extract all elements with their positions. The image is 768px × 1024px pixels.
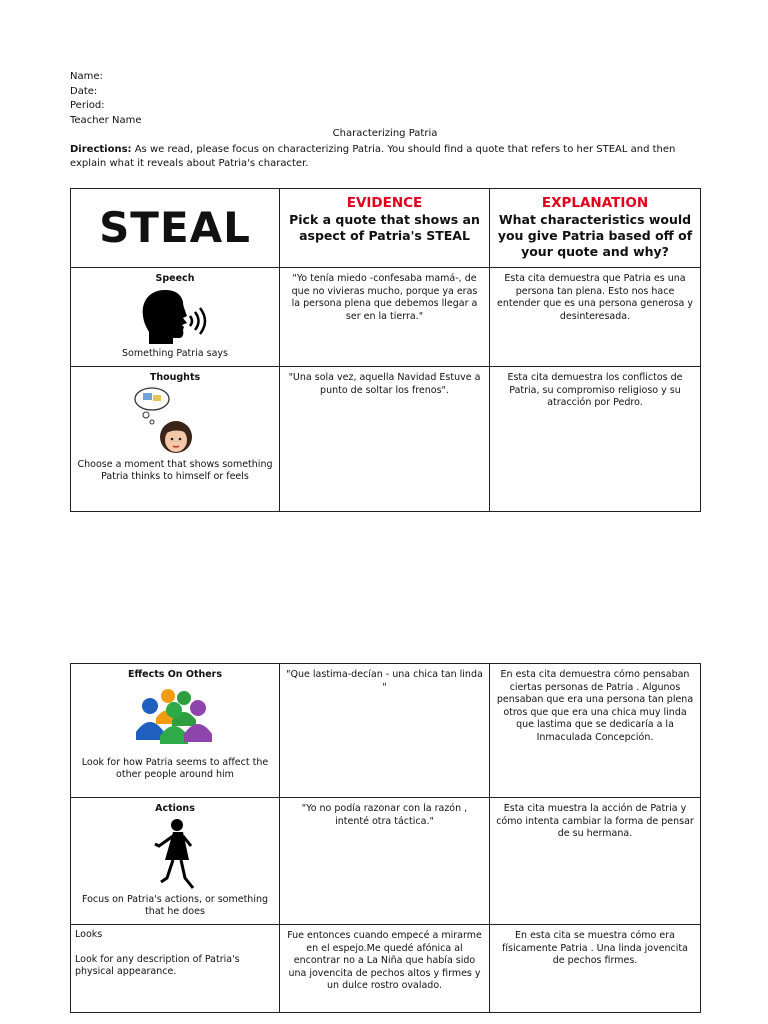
evidence-text: "Yo no podía razonar con la razón , intenté otra táctica."	[301, 803, 468, 827]
table-row	[71, 664, 701, 798]
evidence-cell	[280, 664, 490, 798]
evidence-text: "Yo tenía miedo -confesaba mamá-, de que no vivieras mucho, porque ya eras la persona plena que debemos llegar a ser en la tierra."	[291, 273, 478, 322]
thought-bubble-icon	[135, 388, 169, 424]
category-title: Speech	[155, 273, 195, 284]
steal-table-bottom	[70, 663, 701, 1013]
category-cell-speech	[71, 268, 280, 367]
name-label: Name:	[70, 71, 103, 82]
category-description: Focus on Patria's actions, or something that he does	[81, 893, 269, 917]
directions-label: Directions:	[70, 144, 132, 155]
evidence-cell	[280, 925, 490, 1013]
evidence-cell	[280, 798, 490, 925]
student-info	[70, 70, 700, 128]
steal-table-top	[70, 188, 701, 512]
table-row	[71, 798, 701, 925]
evidence-text: Fue entonces cuando empecé a mirarme en el espejo.Me quedé afónica al encontrar no a La Niña que había sido una jovencita de pechos altos y firmes y un dulce rostro ovalado.	[287, 930, 482, 991]
category-title: Effects On Others	[127, 669, 223, 680]
period-label: Period:	[70, 100, 105, 111]
category-title: Looks	[75, 929, 103, 940]
category-description: Look for any description of Patria's physical appearance.	[75, 953, 240, 977]
evidence-text: "Una sola vez, aquella Navidad Estuve a punto de soltar los frenos".	[288, 372, 481, 396]
explanation-text: En esta cita se muestra cómo era físicamente Patria . Una linda jovencita de pechos firmes.	[502, 930, 688, 966]
table-header-row	[71, 189, 701, 268]
explanation-prompt: What characteristics would you give Patria based off of your quote and why?	[497, 212, 693, 259]
category-cell-looks	[71, 925, 280, 1013]
table-row	[71, 367, 701, 512]
category-title: Actions	[155, 803, 195, 814]
evidence-text: "Que lastima-decían - una chica tan linda "	[286, 669, 483, 693]
category-description: Look for how Patria seems to affect the other people around him	[81, 756, 269, 780]
steal-heading: STEAL	[99, 203, 251, 252]
explanation-text: Esta cita muestra la acción de Patria y cómo intenta cambiar la forma de pensar de su hermana.	[496, 803, 694, 839]
people-group-icon	[132, 682, 218, 746]
evidence-cell	[280, 268, 490, 367]
evidence-heading-cell	[280, 189, 490, 268]
document-title: Characterizing Patria	[332, 128, 438, 139]
category-title: Thoughts	[149, 372, 201, 383]
explanation-cell	[490, 268, 701, 367]
explanation-cell	[490, 798, 701, 925]
explanation-cell	[490, 367, 701, 512]
steal-heading-cell	[71, 189, 280, 268]
category-cell-effects	[71, 664, 280, 798]
category-cell-thoughts	[71, 367, 280, 512]
explanation-title: EXPLANATION	[541, 195, 649, 211]
directions	[70, 143, 698, 171]
table-row	[71, 268, 701, 367]
directions-text: As we read, please focus on characterizing Patria. You should find a quote that refers to her STEAL and then explain what it reveals about Patria's character.	[70, 144, 676, 169]
explanation-text: En esta cita demuestra cómo pensaban ciertas personas de Patria . Algunos pensaban que era una persona tan plena otros que que era una chica muy linda que lastima que se dedicaría a la Inmaculada Concepción.	[496, 669, 694, 743]
date-label: Date:	[70, 85, 98, 97]
explanation-heading-cell	[490, 189, 701, 268]
speaking-head-icon	[135, 286, 215, 348]
evidence-prompt: Pick a quote that shows an aspect of Patria's STEAL	[289, 212, 480, 243]
explanation-text: Esta cita demuestra que Patria es una persona tan plena. Esto nos hace entender que es una persona generosa y desinteresada.	[497, 273, 693, 322]
explanation-cell	[490, 925, 701, 1013]
category-description: Something Patria says	[122, 347, 228, 359]
explanation-cell	[490, 664, 701, 798]
table-row	[71, 925, 701, 1013]
woman-avatar-icon	[160, 421, 192, 453]
evidence-cell	[280, 367, 490, 512]
walking-woman-icon	[145, 816, 205, 894]
category-description: Choose a moment that shows something Patria thinks to himself or feels	[77, 458, 273, 482]
category-cell-actions	[71, 798, 280, 925]
thoughts-illustration	[130, 385, 220, 459]
teacher-label: Teacher Name	[70, 114, 142, 126]
evidence-title: EVIDENCE	[346, 195, 423, 211]
explanation-text: Esta cita demuestra los conflictos de Patria, su compromiso religioso y su atracción por Pedro.	[507, 372, 683, 408]
